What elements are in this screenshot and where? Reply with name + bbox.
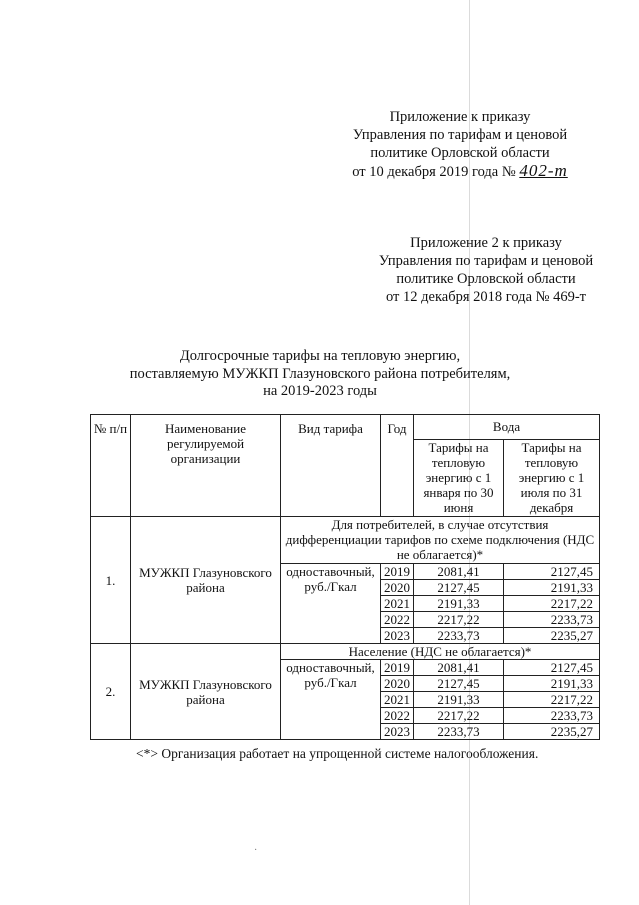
- tariff-value: 2191,33: [414, 692, 504, 708]
- header-period-1: Тарифы на тепловую энергию с 1 января по 30 июня: [414, 440, 504, 517]
- tariff-table: [90, 414, 600, 740]
- tariff-value: 2127,45: [504, 564, 600, 580]
- scan-speck: ·: [254, 845, 258, 856]
- tariff-value: 2217,22: [504, 596, 600, 612]
- tariff-value: 2081,41: [414, 660, 504, 676]
- tariff-value: 2191,33: [504, 676, 600, 692]
- appendix-line: от 12 декабря 2018 года № 469-т: [386, 289, 586, 305]
- tariff-value: 2191,33: [504, 580, 600, 596]
- tariff-value: 2235,27: [504, 628, 600, 644]
- appendix-line: Управления по тарифам и ценовой: [378, 253, 594, 269]
- row-number: 1.: [91, 517, 131, 644]
- group-label: Население (НДС не облагается)*: [281, 644, 600, 660]
- org-name: МУЖКП Глазуновского района: [131, 644, 281, 740]
- appendix-header-original: [355, 234, 617, 306]
- year-cell: 2020: [381, 580, 414, 596]
- appendix-line: Управления по тарифам и ценовой: [352, 127, 568, 143]
- year-cell: 2022: [381, 708, 414, 724]
- title-line: Долгосрочные тарифы на тепловую энергию,: [179, 348, 461, 364]
- appendix-header-current: [330, 108, 590, 181]
- tariff-value: 2233,73: [414, 724, 504, 740]
- appendix-date-line: [330, 162, 590, 181]
- tariff-value: 2235,27: [504, 724, 600, 740]
- year-cell: 2021: [381, 692, 414, 708]
- year-cell: 2021: [381, 596, 414, 612]
- tariff-value: 2233,73: [504, 612, 600, 628]
- tariff-type: одноставочный, руб./Гкал: [281, 660, 381, 740]
- tariff-value: 2127,45: [414, 580, 504, 596]
- header-num: № п/п: [91, 415, 131, 517]
- year-cell: 2022: [381, 612, 414, 628]
- header-org: Наименование регулируемой организации: [131, 415, 281, 517]
- group-label: Для потребителей, в случае отсутствия дифференциации тарифов по схеме подключения (НДС не облагается)*: [281, 517, 600, 564]
- table-row: [91, 644, 600, 660]
- appendix-line: Приложение 2 к приказу: [410, 235, 562, 251]
- table-header-row: [91, 415, 600, 440]
- tariff-value: 2217,22: [414, 708, 504, 724]
- appendix-line: Приложение к приказу: [389, 109, 531, 125]
- table-row: [91, 517, 600, 564]
- handwritten-order-number: 402-т: [519, 161, 568, 180]
- tariff-value: 2217,22: [504, 692, 600, 708]
- header-type: Вид тарифа: [281, 415, 381, 517]
- tariff-value: 2233,73: [414, 628, 504, 644]
- year-cell: 2019: [381, 660, 414, 676]
- header-water: Вода: [414, 415, 600, 440]
- year-cell: 2023: [381, 628, 414, 644]
- tariff-value: 2081,41: [414, 564, 504, 580]
- appendix-date: от 10 декабря 2019 года №: [352, 164, 516, 180]
- year-cell: 2023: [381, 724, 414, 740]
- appendix-line: политике Орловской области: [396, 271, 576, 287]
- tariff-value: 2127,45: [414, 676, 504, 692]
- footnote: <*> Организация работает на упрощенной системе налогообложения.: [136, 746, 539, 761]
- tariff-value: 2233,73: [504, 708, 600, 724]
- tariff-type: одноставочный, руб./Гкал: [281, 564, 381, 644]
- title-line: поставляемую МУЖКП Глазуновского района потребителям,: [129, 365, 511, 382]
- org-name: МУЖКП Глазуновского района: [131, 517, 281, 644]
- tariff-value: 2191,33: [414, 596, 504, 612]
- document-title: [115, 348, 525, 401]
- tariff-value: 2217,22: [414, 612, 504, 628]
- year-cell: 2019: [381, 564, 414, 580]
- title-line: на 2019-2023 годы: [263, 383, 377, 399]
- tariff-value: 2127,45: [504, 660, 600, 676]
- row-number: 2.: [91, 644, 131, 740]
- year-cell: 2020: [381, 676, 414, 692]
- header-period-2: Тарифы на тепловую энергию с 1 июля по 31 декабря: [504, 440, 600, 517]
- header-year: Год: [381, 415, 414, 517]
- appendix-line: политике Орловской области: [370, 145, 550, 161]
